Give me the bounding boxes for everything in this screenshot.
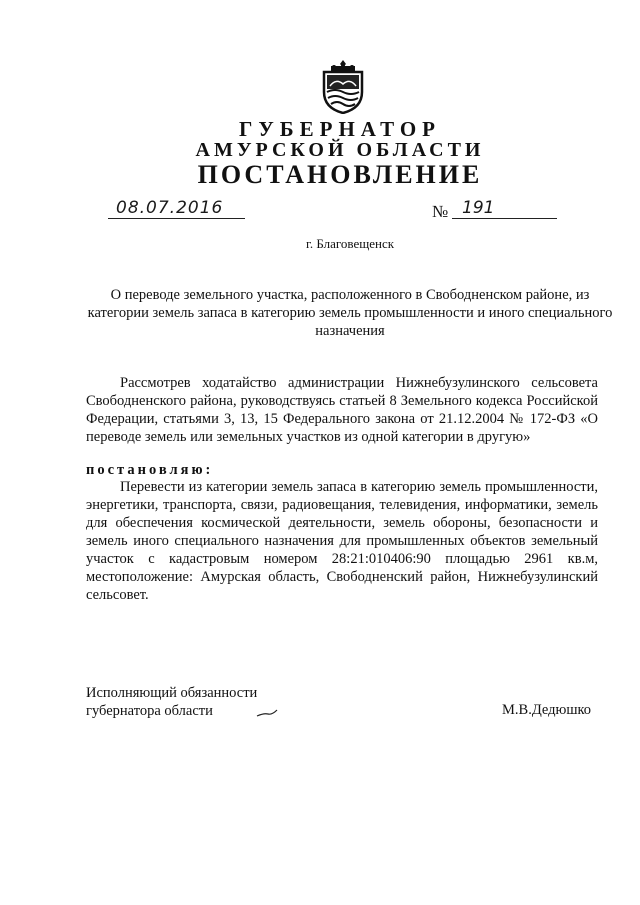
document-type: ПОСТАНОВЛЕНИЕ [197,160,483,189]
preamble-paragraph: Рассмотрев ходатайство администрации Нижнебузулинского сельсовета Свободненского района, руководствуясь статьей 8 Земельного кодекса Российской Федерации, статьями 3, 13, 15 Федерального закона от 21.12.2004 № 172-ФЗ «О переводе земель или земельных участков из одной категории в другую» [86,375,598,445]
signatory-position [86,684,257,720]
signatory-name: М.В.Дедюшко [502,702,592,718]
coat-of-arms-icon [318,58,368,114]
document-date: 08.07.2016 [116,198,224,218]
document-number: 191 [462,198,495,218]
operative-paragraph: Перевести из категории земель запаса в категорию земель промышленности, энергетики, транспорта, связи, радиовещания, телевидения, информатики, земель для обеспечения космической деятельности, земель обороны, безопасности и земель иного специального назначения для промышленных объектов земельный участок с кадастровым номером 28:21:010406:90 площадью 2961 кв.м, местоположение: Амурская область, Свободненский район, Нижнебузулинский сельсовет. [86,479,598,603]
issuer-title: ГУБЕРНАТОР [238,117,442,141]
position-line-2: губернатора области [86,703,213,719]
number-underline [452,218,557,219]
position-line-1: Исполняющий обязанности [86,685,258,701]
issuer-region: АМУРСКОЙ ОБЛАСТИ [195,139,485,161]
handwritten-signature [256,708,278,718]
decree-word: постановляю: [86,462,214,478]
number-sign: № [432,202,449,221]
issue-city: г. Благовещенск [305,236,395,251]
date-underline [108,218,245,219]
document-subject: О переводе земельного участка, расположенного в Свободненском районе, из категории земель запаса в категорию земель промышленности и иного специального назначения [87,287,613,339]
